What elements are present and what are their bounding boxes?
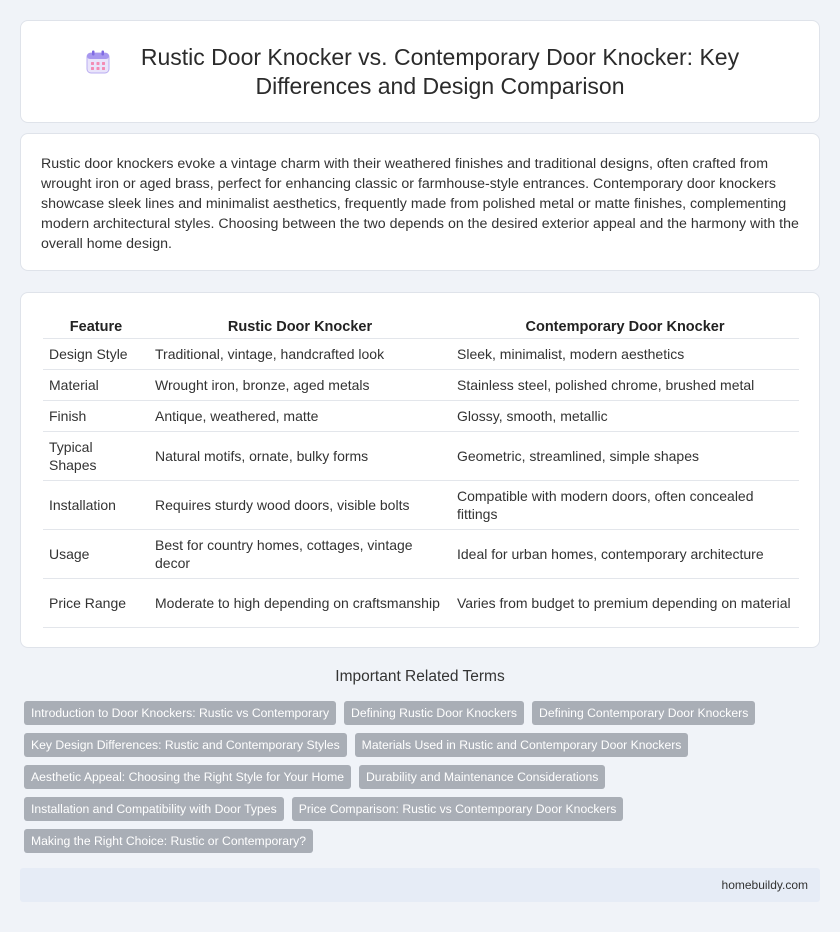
comparison-table bbox=[43, 311, 799, 628]
tag-row bbox=[24, 829, 824, 853]
title-card bbox=[20, 20, 820, 123]
header-contemporary: Contemporary Door Knocker bbox=[451, 311, 799, 339]
related-term-link[interactable]: Price Comparison: Rustic vs Contemporary Door Knockers bbox=[292, 797, 624, 821]
related-term-link[interactable]: Aesthetic Appeal: Choosing the Right Style for Your Home bbox=[24, 765, 351, 789]
tag-row bbox=[24, 701, 824, 725]
rustic-cell: Best for country homes, cottages, vintage decor bbox=[149, 530, 451, 579]
contemporary-cell: Compatible with modern doors, often concealed fittings bbox=[451, 481, 799, 530]
contemporary-cell: Geometric, streamlined, simple shapes bbox=[451, 432, 799, 481]
intro-card bbox=[20, 133, 820, 271]
contemporary-cell: Stainless steel, polished chrome, brushed metal bbox=[451, 370, 799, 401]
table-row bbox=[43, 401, 799, 432]
feature-cell: Design Style bbox=[43, 339, 149, 370]
related-terms-tags bbox=[24, 701, 824, 861]
calendar-icon bbox=[85, 49, 111, 80]
related-term-link[interactable]: Making the Right Choice: Rustic or Contemporary? bbox=[24, 829, 313, 853]
table-row bbox=[43, 339, 799, 370]
related-term-link[interactable]: Materials Used in Rustic and Contemporary Door Knockers bbox=[355, 733, 689, 757]
feature-cell: Price Range bbox=[43, 579, 149, 628]
related-term-link[interactable]: Defining Contemporary Door Knockers bbox=[532, 701, 755, 725]
table-row bbox=[43, 579, 799, 628]
rustic-cell: Traditional, vintage, handcrafted look bbox=[149, 339, 451, 370]
feature-cell: Usage bbox=[43, 530, 149, 579]
related-term-link[interactable]: Key Design Differences: Rustic and Contemporary Styles bbox=[24, 733, 347, 757]
footer-site-name[interactable]: homebuildy.com bbox=[721, 878, 808, 892]
feature-cell: Material bbox=[43, 370, 149, 401]
contemporary-cell: Sleek, minimalist, modern aesthetics bbox=[451, 339, 799, 370]
table-row bbox=[43, 481, 799, 530]
table-row bbox=[43, 432, 799, 481]
intro-paragraph: Rustic door knockers evoke a vintage charm with their weathered finishes and traditional designs, often crafted from wrought iron or aged brass, perfect for enhancing classic or farmhouse-style entrances. Contemporary door knockers showcase sleek lines and minimalist aesthetics, frequently made from polished metal or matte finishes, complementing modern architectural styles. Choosing between the two depends on the desired exterior appeal and the harmony with the overall home design. bbox=[41, 156, 799, 252]
rustic-cell: Natural motifs, ornate, bulky forms bbox=[149, 432, 451, 481]
footer bbox=[20, 868, 820, 902]
related-terms-title: Important Related Terms bbox=[335, 668, 505, 685]
related-term-link[interactable]: Defining Rustic Door Knockers bbox=[344, 701, 524, 725]
page-title: Rustic Door Knocker vs. Contemporary Door Knocker: Key Differences and Design Comparison bbox=[140, 43, 740, 99]
tag-row bbox=[24, 733, 824, 757]
tag-row bbox=[24, 797, 824, 821]
related-term-link[interactable]: Installation and Compatibility with Door Types bbox=[24, 797, 284, 821]
table-header-row bbox=[43, 311, 799, 339]
contemporary-cell: Glossy, smooth, metallic bbox=[451, 401, 799, 432]
header-rustic: Rustic Door Knocker bbox=[149, 311, 451, 339]
rustic-cell: Wrought iron, bronze, aged metals bbox=[149, 370, 451, 401]
rustic-cell: Moderate to high depending on craftsmanship bbox=[149, 579, 451, 628]
feature-cell: Finish bbox=[43, 401, 149, 432]
comparison-table-card bbox=[20, 292, 820, 648]
header-feature: Feature bbox=[43, 311, 149, 339]
table-row bbox=[43, 370, 799, 401]
rustic-cell: Requires sturdy wood doors, visible bolts bbox=[149, 481, 451, 530]
tag-row bbox=[24, 765, 824, 789]
rustic-cell: Antique, weathered, matte bbox=[149, 401, 451, 432]
contemporary-cell: Ideal for urban homes, contemporary architecture bbox=[451, 530, 799, 579]
feature-cell: Typical Shapes bbox=[43, 432, 149, 481]
related-term-link[interactable]: Durability and Maintenance Considerations bbox=[359, 765, 605, 789]
related-term-link[interactable]: Introduction to Door Knockers: Rustic vs Contemporary bbox=[24, 701, 336, 725]
table-row bbox=[43, 530, 799, 579]
feature-cell: Installation bbox=[43, 481, 149, 530]
contemporary-cell: Varies from budget to premium depending on material bbox=[451, 579, 799, 628]
